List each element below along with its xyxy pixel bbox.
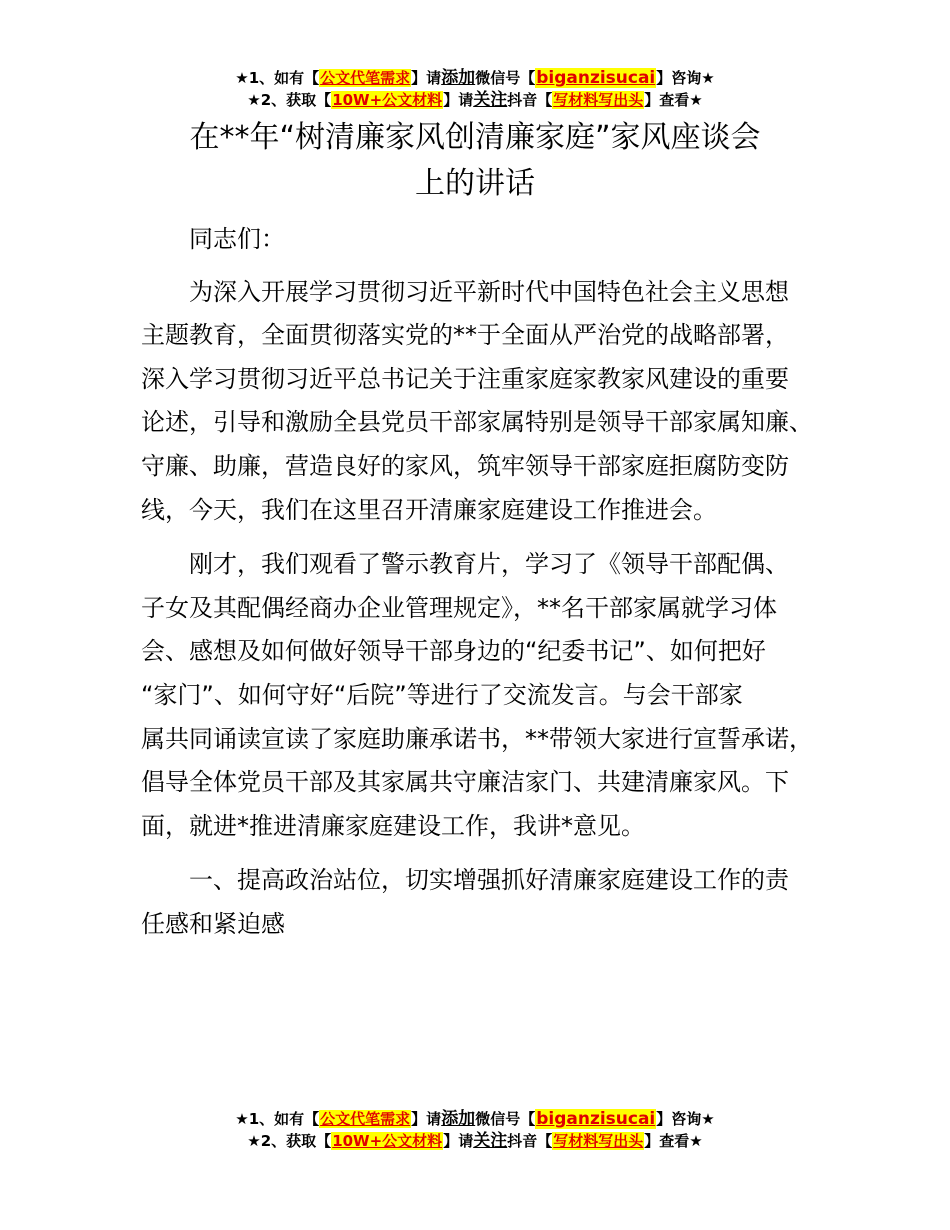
paragraph-line: 子女及其配偶经商办企业管理规定》，**名干部家属就学习体 [141,593,777,622]
promo-highlight: 10W+公文材料 [332,91,443,109]
promo-highlight: biganzisucai [536,1109,656,1129]
paragraph-1 [141,271,831,533]
section-heading-1 [141,859,831,946]
promo-highlight: 10W+公文材料 [332,1132,443,1150]
promo-footer [0,1108,950,1152]
paragraph-line: 一、提高政治站位，切实增强抓好清廉家庭建设工作的责 [189,866,789,895]
paragraph-line: 为深入开展学习贯彻习近平新时代中国特色社会主义思想 [189,277,789,306]
promo-line-1: ★1、如有【公文代笔需求】请添加微信号【biganzisucai】咨询★ [235,68,715,88]
paragraph-line: 属共同诵读宣读了家庭助廉承诺书，**带领大家进行宣誓承诺， [141,724,813,753]
paragraph-line: 面，就进*推进清廉家庭建设工作，我讲*意见。 [141,811,645,840]
paragraph-line: 线，今天，我们在这里召开清廉家庭建设工作推进会。 [141,495,717,524]
paragraph-line: 论述，引导和激励全县党员干部家属特别是领导干部家属知廉、 [141,408,813,437]
promo-header [0,67,950,111]
paragraph-line: 主题教育，全面贯彻落实党的**于全面从严治党的战略部署， [141,321,789,350]
paragraph-line: 刚才，我们观看了警示教育片，学习了《领导干部配偶、 [189,550,789,579]
promo-highlight: 公文代笔需求 [320,69,411,87]
paragraph-line: 倡导全体党员干部及其家属共守廉洁家门、共建清廉家风。下 [141,768,789,797]
promo-highlight: 写材料写出头 [553,1132,644,1150]
promo-highlight: biganzisucai [536,68,656,88]
paragraph-line: “家门”、如何守好“后院”等进行了交流发言。与会干部家 [141,680,743,709]
document-title [100,115,850,207]
paragraph-line: 会、感想及如何做好领导干部身边的“纪委书记”、如何把好 [141,637,766,666]
paragraph-line: 任感和紧迫感 [141,909,285,938]
greeting: 同志们： [189,225,285,253]
promo-highlight: 公文代笔需求 [320,1110,411,1128]
promo-line-1: ★1、如有【公文代笔需求】请添加微信号【biganzisucai】咨询★ [235,1109,715,1129]
promo-line-2: ★2、获取【10W+公文材料】请关注抖音【写材料写出头】查看★ [247,90,703,110]
title-line-2: 上的讲话 [415,166,535,201]
paragraph-line: 深入学习贯彻习近平总书记关于注重家庭家教家风建设的重要 [141,364,789,393]
promo-line-2: ★2、获取【10W+公文材料】请关注抖音【写材料写出头】查看★ [247,1131,703,1151]
promo-highlight: 写材料写出头 [553,91,644,109]
title-line-1: 在**年“树清廉家风创清廉家庭”家风座谈会 [189,120,761,155]
document-body [141,218,831,958]
paragraph-2 [141,543,831,848]
paragraph-line: 守廉、助廉，营造良好的家风，筑牢领导干部家庭拒腐防变防 [141,451,789,480]
